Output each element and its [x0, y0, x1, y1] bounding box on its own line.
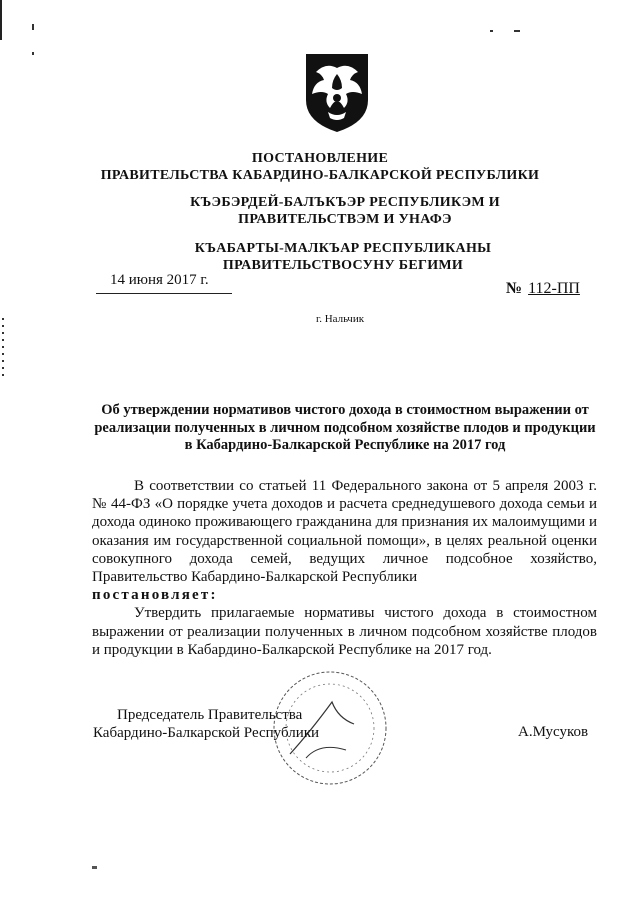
document-body	[92, 477, 597, 659]
signatory-position-line1: Председатель Правительства	[117, 707, 303, 723]
number-sign: №	[506, 280, 523, 297]
date-underline	[96, 293, 232, 294]
body-paragraph-resolution: Утвердить прилагаемые нормативы чистого дохода в стоимостном выражении от реализации полученных в личном подсобном хозяйстве плодов и продукции в Кабардино-Балкарской Республике на 2017 год.	[92, 605, 597, 658]
scan-mark	[490, 30, 493, 32]
document-date: 14 июня 2017 г.	[110, 272, 209, 288]
coat-of-arms-emblem	[302, 52, 372, 134]
body-paragraph-preamble: В соответствии со статьей 11 Федерального закона от 5 апреля 2003 г. № 44-ФЗ «О порядке учета доходов и расчета среднедушевого дохода семьи и дохода одиноко проживающего гражданина для признания их малоимущими и оказания им государственной социальной помощи», в целях реальной оценки совокупного дохода семей, ведущих личное подсобное хозяйство, Правительство Кабардино-Балкарской Республики	[92, 478, 597, 586]
scan-edge-mark	[2, 318, 4, 378]
scan-mark	[514, 30, 520, 32]
signatory-position-line2: Кабардино-Балкарской Республики	[93, 725, 320, 741]
document-type-heading: ПОСТАНОВЛЕНИЕ	[251, 151, 389, 166]
scan-mark	[32, 52, 34, 55]
decree-word: постановляет:	[92, 587, 218, 604]
scan-mark	[92, 866, 97, 869]
issuer-heading-russian: ПРАВИТЕЛЬСТВА КАБАРДИНО-БАЛКАРСКОЙ РЕСПУБЛИКИ	[100, 168, 540, 183]
scan-mark	[32, 24, 34, 30]
city: г. Нальчик	[315, 313, 365, 325]
scan-edge-mark	[0, 0, 2, 40]
signatory-name: А.Мусуков	[518, 724, 589, 740]
number-value: 112-ПП	[528, 280, 580, 297]
document-number	[506, 280, 580, 298]
issuer-heading-kabardian: КЪЭБЭРДЕЙ-БАЛЪКЪЭР РЕСПУБЛИКЭМ И ПРАВИТЕЛЬСТВЭМ И УНАФЭ	[190, 195, 500, 227]
issuer-heading-balkar: КЪАБАРТЫ-МАЛКЪАР РЕСПУБЛИКАНЫ ПРАВИТЕЛЬСТВОСУНУ БЕГИМИ	[194, 241, 492, 273]
document-title: Об утверждении нормативов чистого дохода в стоимостном выражении от реализации полученных в личном подсобном хозяйстве плодов и продукции в Кабардино-Балкарской Республике на 2017 год	[94, 402, 596, 453]
signatory-position	[93, 706, 319, 742]
